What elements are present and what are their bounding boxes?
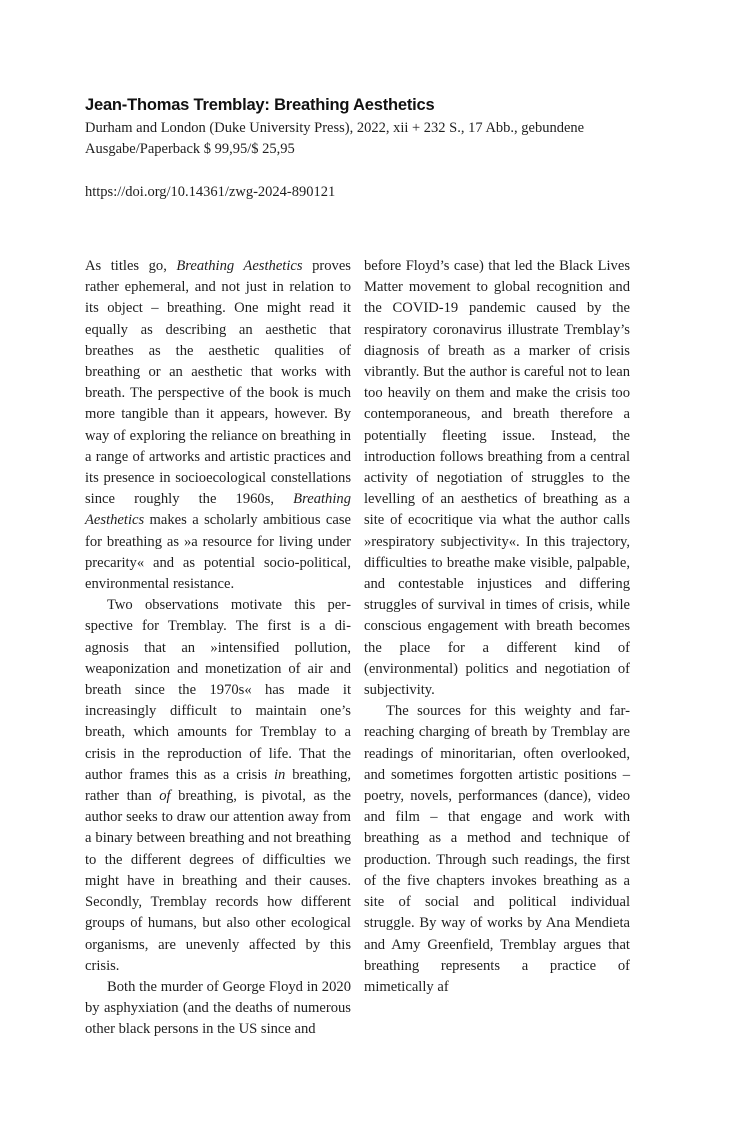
emphasis-italic: of bbox=[159, 788, 171, 805]
text-run: breathing, rather than bbox=[85, 766, 351, 805]
book-title-italic: Breathing Aesthetics bbox=[85, 491, 351, 529]
doi-link[interactable]: https://doi.org/10.14361/zwg-2024-890121 bbox=[85, 184, 336, 200]
book-title-italic: Breathing Aesthetics bbox=[176, 258, 303, 274]
text-column-left bbox=[85, 256, 351, 1041]
publication-info: Durham and London (Duke University Press), 2022, xii + 232 S., 17 Abb., gebundene Ausgabe/Paperback $ 99,95/$ 25,95 bbox=[85, 120, 585, 157]
paragraph-4: The sources for this weighty and far-reaching charging of breath by Tremblay are readings of minoritarian, often overlooked, and sometimes forgotten artistic positions – poetry, novels, performances (dance), video and film – that engage and work with breathing as a method and technique of production. Through such readings, the first of the five chapters invokes breathing as a site of social and political individual struggle. By way of works by Ana Mendieta and Amy Greenfield, Tremblay argues that breathing represents a practice of mimetically af bbox=[364, 703, 630, 995]
paragraph-3: Both the murder of George Floyd in 2020 by asphyxiation (and the deaths of numerous other black persons in the US since and bbox=[85, 978, 351, 1038]
text-run: breathing, is pivotal, as the author seeks to draw our attention away from a binary between breathing and not breathing to the different degrees of difficulties we might have in breathing and their causes. Secondly, Tremblay records how different groups of humans, but also other ecological organisms, are unevenly affected by this crisis. bbox=[85, 788, 351, 974]
text-run: As titles go, bbox=[85, 258, 177, 274]
emphasis-italic: in bbox=[273, 766, 286, 783]
text-run: Two observations motivate this perspective for Tremblay. The first is a diagnosis that an »intensified pollution, weaponization and monetization of air and breath since the 1970s« has made it increasingly difficult to maintain one’s breath, which amounts for Tremblay to a crisis in the reproduction of life. That the author frames this as a crisis bbox=[85, 597, 351, 783]
paragraph-1 bbox=[85, 256, 351, 595]
text-run: makes a scholarly ambitious case for breathing as »a resource for living under precarity« and as potential socio-political, environmental resistance. bbox=[85, 512, 351, 593]
review-title: Jean-Thomas Tremblay: Breathing Aesthetics bbox=[85, 96, 435, 114]
text-run: proves rather ephemeral, and not just in relation to its object – breathing. One might read it equally as describing an aesthetic that breathes as the aesthetic qualities of breathing or an aesthetic that works with breath. The perspective of the book is much more tangible than it appears, however. By way of exploring the reliance on breathing in a range of artworks and artistic practices and its presence in socioecological constellations since roughly the 1960s, bbox=[85, 258, 351, 508]
review-header bbox=[85, 94, 645, 160]
paragraph-2 bbox=[85, 595, 351, 977]
paragraph-3-continued: before Floyd’s case) that led the Black Lives Matter movement to global recognition and the COVID-19 pandemic caused by the respiratory coronavirus illustrate Tremblay’s diagnosis of breath as a marker of crisis vibrantly. But the author is careful not to lean too heavily on them and make the crisis too contemporaneous, and breath therefore a potentially fleeting issue. Instead, the introduction follows breathing from a central activity of negotiation of struggles to the levelling of an aesthetics of breathing as a site of ecocritique via what the author calls »respiratory subjectivity«. In this trajectory, difficulties to breathe make visible, palpable, and contestable injustices and differing struggles of survival in times of crisis, while conscious engagement with breath becomes the place for a different kind of (environmental) politics and negotiation of subjectivity. bbox=[364, 258, 630, 699]
text-column-right bbox=[364, 256, 630, 998]
